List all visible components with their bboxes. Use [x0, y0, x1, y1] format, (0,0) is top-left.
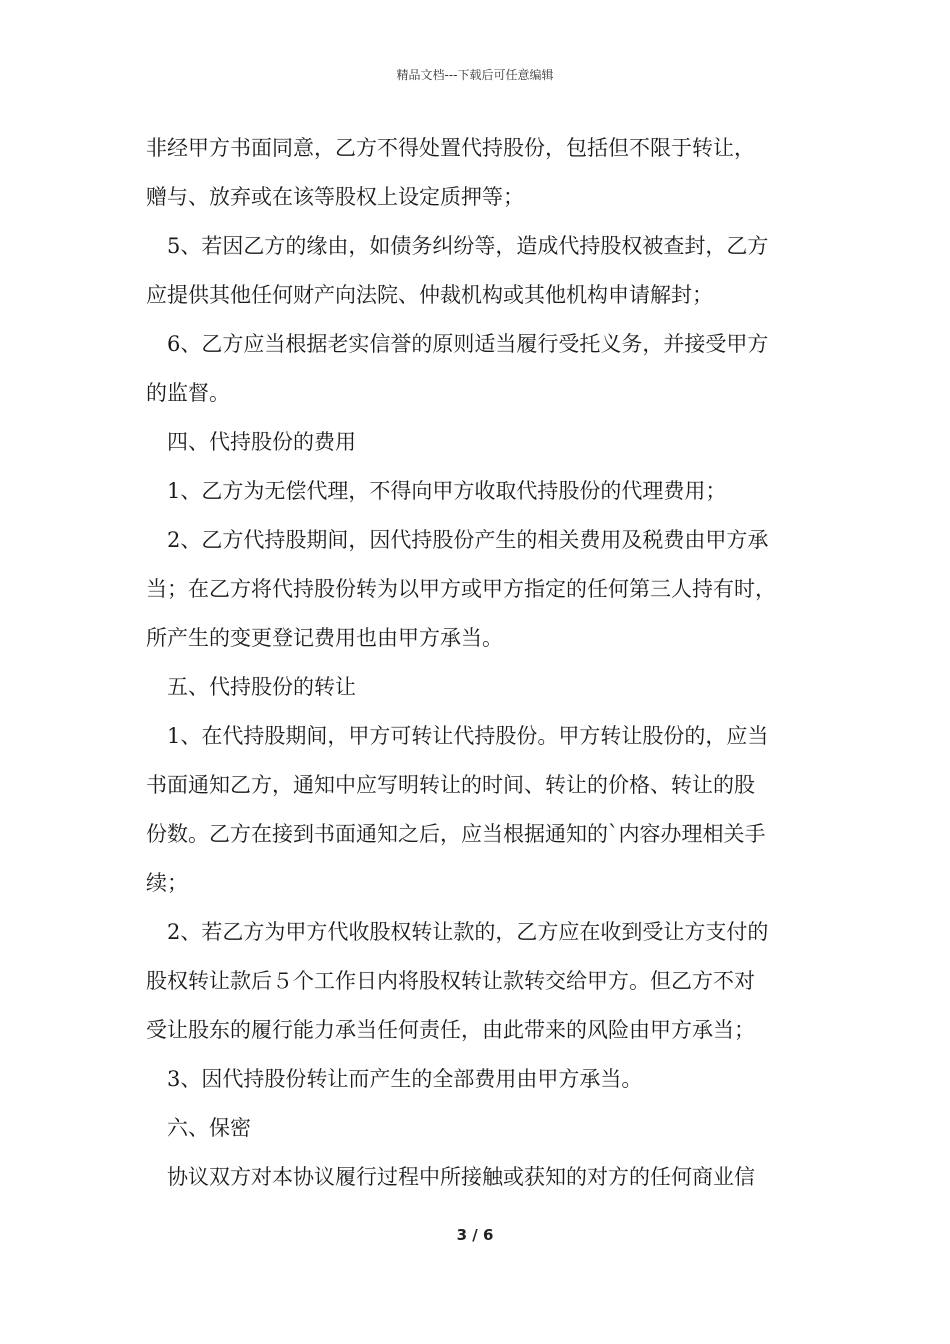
- paragraph-line: 1、在代持股期间，甲方可转让代持股份。甲方转让股份的，应当: [146, 724, 769, 748]
- paragraph-line: 1、乙方为无偿代理，不得向甲方收取代持股份的代理费用；: [146, 479, 727, 503]
- paragraph-line: 非经甲方书面同意，乙方不得处置代持股份，包括但不限于转让，: [146, 136, 755, 160]
- paragraph-line: 六、保密: [146, 1116, 251, 1140]
- document-body: [146, 124, 826, 1202]
- paragraph-line: 协议双方对本协议履行过程中所接触或获知的对方的任何商业信: [146, 1165, 755, 1189]
- paragraph-line: 受让股东的履行能力承当任何责任，由此带来的风险由甲方承当；: [146, 1018, 755, 1042]
- paragraph-line: 四、代持股份的费用: [146, 430, 356, 454]
- paragraph-line: 续；: [146, 871, 188, 895]
- paragraph-line: 2、乙方代持股期间，因代持股份产生的相关费用及税费由甲方承: [146, 528, 769, 552]
- paragraph-line: 份数。乙方在接到书面通知之后，应当根据通知的`内容办理相关手: [146, 822, 766, 846]
- paragraph-line: 所产生的变更登记费用也由甲方承当。: [146, 626, 503, 650]
- paragraph-line: 书面通知乙方，通知中应写明转让的时间、转让的价格、转让的股: [146, 773, 755, 797]
- paragraph-line: 股权转让款后５个工作日内将股权转让款转交给甲方。但乙方不对: [146, 969, 755, 993]
- paragraph-line: 当；在乙方将代持股份转为以甲方或甲方指定的任何第三人持有时，: [146, 577, 776, 601]
- paragraph-line: 3、因代持股份转让而产生的全部费用由甲方承当。: [146, 1067, 643, 1091]
- page-number: 3 / 6: [456, 1226, 494, 1244]
- paragraph-line: 五、代持股份的转让: [146, 675, 356, 699]
- paragraph-line: 5、若因乙方的缘由，如债务纠纷等，造成代持股权被查封，乙方: [146, 234, 769, 258]
- paragraph-line: 6、乙方应当根据老实信誉的原则适当履行受托义务，并接受甲方: [146, 332, 769, 356]
- paragraph-line: 应提供其他任何财产向法院、仲裁机构或其他机构申请解封；: [146, 283, 713, 307]
- paragraph-line: 的监督。: [146, 381, 230, 405]
- paragraph-line: 赠与、放弃或在该等股权上设定质押等；: [146, 185, 524, 209]
- paragraph-line: 2、若乙方为甲方代收股权转让款的，乙方应在收到受让方支付的: [146, 920, 769, 944]
- page-header: 精品文档---下载后可任意编辑: [396, 68, 554, 82]
